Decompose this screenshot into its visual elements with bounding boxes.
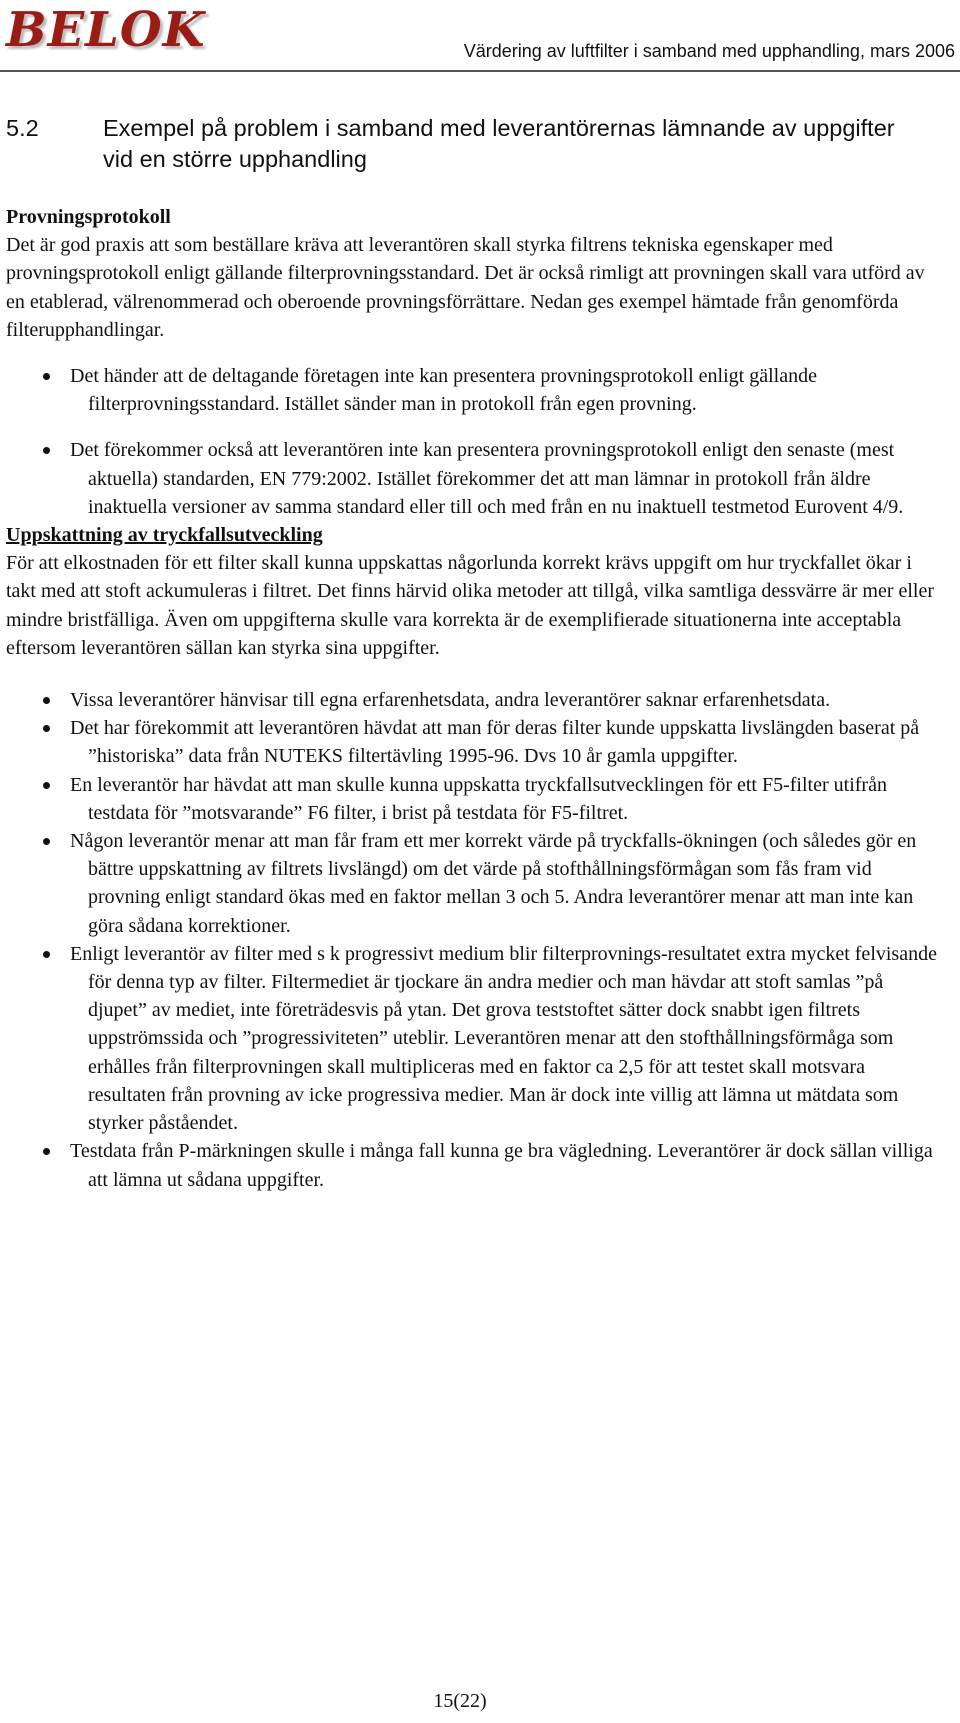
section-number: 5.2: [6, 115, 39, 141]
section-heading: [6, 113, 923, 175]
list-item: Vissa leverantörer hänvisar till egna erfarenhetsdata, andra leverantörer saknar erfarenhetsdata.: [6, 686, 941, 714]
section-title: Exempel på problem i samband med leverantörernas lämnande av uppgifter vid en större upphandling: [103, 115, 895, 172]
provningsprotokoll-heading: Provningsprotokoll: [6, 206, 171, 228]
list-item: Det har förekommit att leverantören hävdat att man för deras filter kunde uppskatta livslängden baserat på ”historiska” data från NUTEKS filtertävling 1995-96. Dvs 10 år gamla uppgifter.: [6, 714, 941, 770]
list-item: Testdata från P-märkningen skulle i många fall kunna ge bra vägledning. Leverantörer är dock sällan villiga att lämna ut sådana uppgifter.: [6, 1137, 941, 1193]
running-header: Värdering av luftfilter i samband med upphandling, mars 2006: [463, 41, 955, 61]
provningsprotokoll-paragraph: Det är god praxis att som beställare kräva att leverantören skall styrka filtrens tekniska egenskaper med provningsprotokoll enligt gällande filterprovningsstandard. Det är också rimligt att provningen skall vara utförd av en etablerad, välrenommerad och oberoende provningsförrättare. Nedan ges exempel hämtade från genomförda filterupphandlingar.: [6, 234, 925, 341]
tryckfall-heading: Uppskattning av tryckfallsutveckling: [6, 524, 323, 547]
list-item: Någon leverantör menar att man får fram ett mer korrekt värde på tryckfalls-ökningen (och således gör en bättre uppskattning av filtrets livslängd) om det värde på stofthållningsförmågan som fås fram vid provning enligt standard ökas med en faktor mellan 3 och 5. Andra leverantörer menar att man inte kan göra sådana korrektioner.: [6, 827, 941, 940]
header-divider: [0, 70, 960, 72]
belok-logo: BELOK: [6, 2, 206, 58]
list-item: Det händer att de deltagande företagen inte kan presentera provningsprotokoll enligt gällande filterprovningsstandard. Istället sänder man in protokoll från egen provning.: [6, 362, 941, 418]
list-item: Enligt leverantör av filter med s k progressivt medium blir filterprovnings-resultatet extra mycket felvisande för denna typ av filter. Filtermediet är tjockare än andra medier och man hävdar att stoft samlas ”på djupet” av mediet, inte företrädesvis på ytan. Det grova teststoftet sätter dock snabbt igen filtrets uppströmssida och ”progressiviteten” uteblir. Leverantören menar att den stofthållningsförmåga som erhålles från filterprovningen skall multipliceras med en faktor ca 2,5 för att testet skall motsvara resultaten från provning av icke progressiva medier. Man är dock inte villig att lämna ut mätdata som styrker påståendet.: [6, 940, 941, 1137]
provningsprotokoll-list: [6, 362, 941, 521]
document-body: [6, 203, 941, 1194]
list-item: En leverantör har hävdat att man skulle kunna uppskatta tryckfallsutvecklingen för ett F5-filter utifrån testdata för ”motsvarande” F6 filter, i brist på testdata för F5-filtret.: [6, 771, 941, 827]
tryckfall-paragraph: För att elkostnaden för ett filter skall kunna uppskattas någorlunda korrekt krävs uppgift om hur tryckfallet ökar i takt med att stoft ackumuleras i filtret. Det finns härvid olika metoder att tillgå, vilka samtliga dessvärre är mer eller mindre bristfälliga. Även om uppgifterna skulle vara korrekta är de exemplifierade situationerna inte acceptabla eftersom leverantören sällan kan styrka sina uppgifter.: [6, 552, 935, 659]
page-number: 15(22): [433, 1690, 487, 1712]
list-item: Det förekommer också att leverantören inte kan presentera provningsprotokoll enligt den senaste (mest aktuella) standarden, EN 779:2002. Istället förekommer det att man lämnar in protokoll från äldre inaktuella versioner av samma standard eller till och med från en nu inaktuell testmetod Eurovent 4/9.: [6, 436, 941, 521]
tryckfall-list: [6, 686, 941, 1194]
